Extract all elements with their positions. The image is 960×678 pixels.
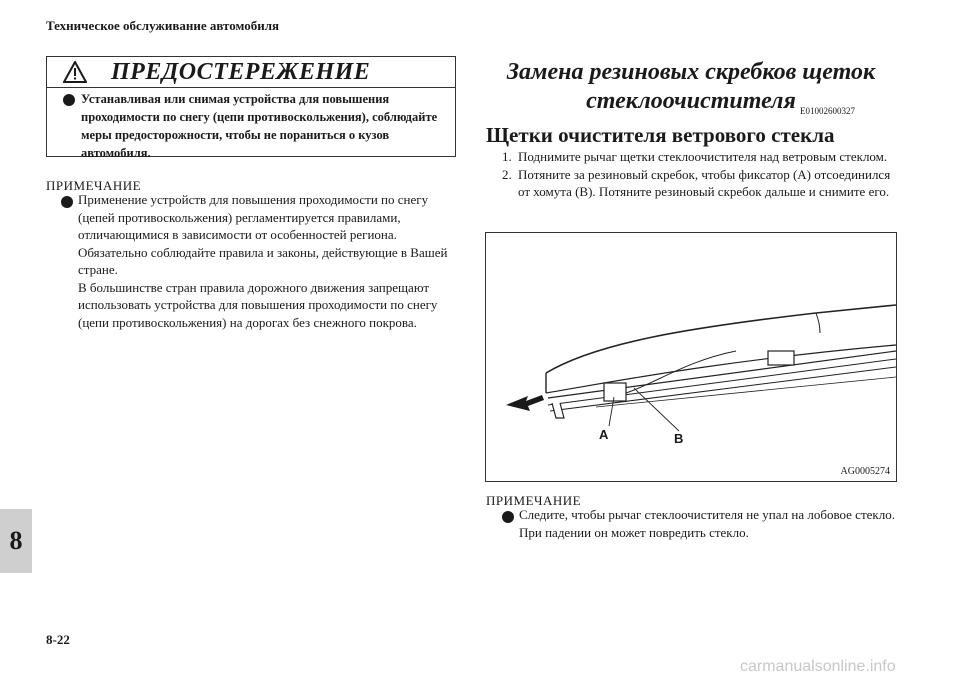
warning-title: ПРЕДОСТЕРЕЖЕНИЕ: [111, 59, 371, 85]
step-item: [502, 166, 898, 201]
bullet-icon: [502, 511, 514, 523]
steps-list: [502, 148, 898, 201]
chapter-tab: 8: [0, 509, 32, 573]
step-number: 1.: [502, 149, 512, 164]
warning-triangle-icon: [63, 61, 87, 83]
note-paragraph: В большинстве стран правила дорожного движения запрещают использовать устройства для повышения проходимости по снегу (цепи противоскольжения) на дорогах без снежного покрова.: [78, 279, 438, 330]
warning-box: [46, 56, 456, 160]
warning-header: [47, 57, 455, 88]
step-number: 2.: [502, 166, 512, 182]
step-item: [502, 148, 898, 166]
wiper-illustration: [485, 232, 897, 482]
note-label: ПРИМЕЧАНИЕ: [486, 493, 582, 508]
page-header: Техническое обслуживание автомобиля: [46, 18, 280, 33]
section-code: E01002600327: [800, 106, 855, 116]
note-paragraph: Обязательно соблюдайте правила и законы, действующие в Вашей стране.: [78, 244, 448, 277]
note-text: Следите, чтобы рычаг стеклоочистителя не упал на лобовое стекло. При падении он может повредить стекло.: [519, 507, 895, 540]
step-text: Потяните за резиновый скребок, чтобы фиксатор (A) отсоединился от хомута (B). Потяните резиновый скребок дальше и снимите его.: [518, 166, 891, 199]
bullet-icon: [63, 94, 75, 106]
label-b: B: [674, 431, 684, 446]
warning-text: Устанавливая или снимая устройства для повышения проходимости по снегу (цепи противоскольжения), соблюдайте меры предосторожности, чтобы не пораниться о кузов автомобиля.: [81, 92, 438, 160]
note-paragraph: Применение устройств для повышения проходимости по снегу (цепей противоскольжения) регламентируется правилами, отличающимися в зависимости от особенностей региона.: [78, 192, 429, 242]
wiper-blade-drawing: [486, 233, 896, 481]
page-number: 8-22: [46, 632, 70, 647]
figure-code: AG0005274: [840, 466, 890, 477]
note-label: ПРИМЕЧАНИЕ: [46, 178, 142, 193]
note-text: [78, 191, 460, 331]
label-a: A: [599, 427, 609, 442]
subsection-title: Щетки очистителя ветрового стекла: [486, 123, 835, 147]
step-text: Поднимите рычаг щетки стеклоочистителя над ветровым стеклом.: [518, 149, 888, 164]
section-title: Замена резиновых скребков щеток стеклоочистителя: [506, 59, 876, 114]
watermark: carmanualsonline.info: [740, 658, 896, 675]
bullet-icon: [61, 196, 73, 208]
